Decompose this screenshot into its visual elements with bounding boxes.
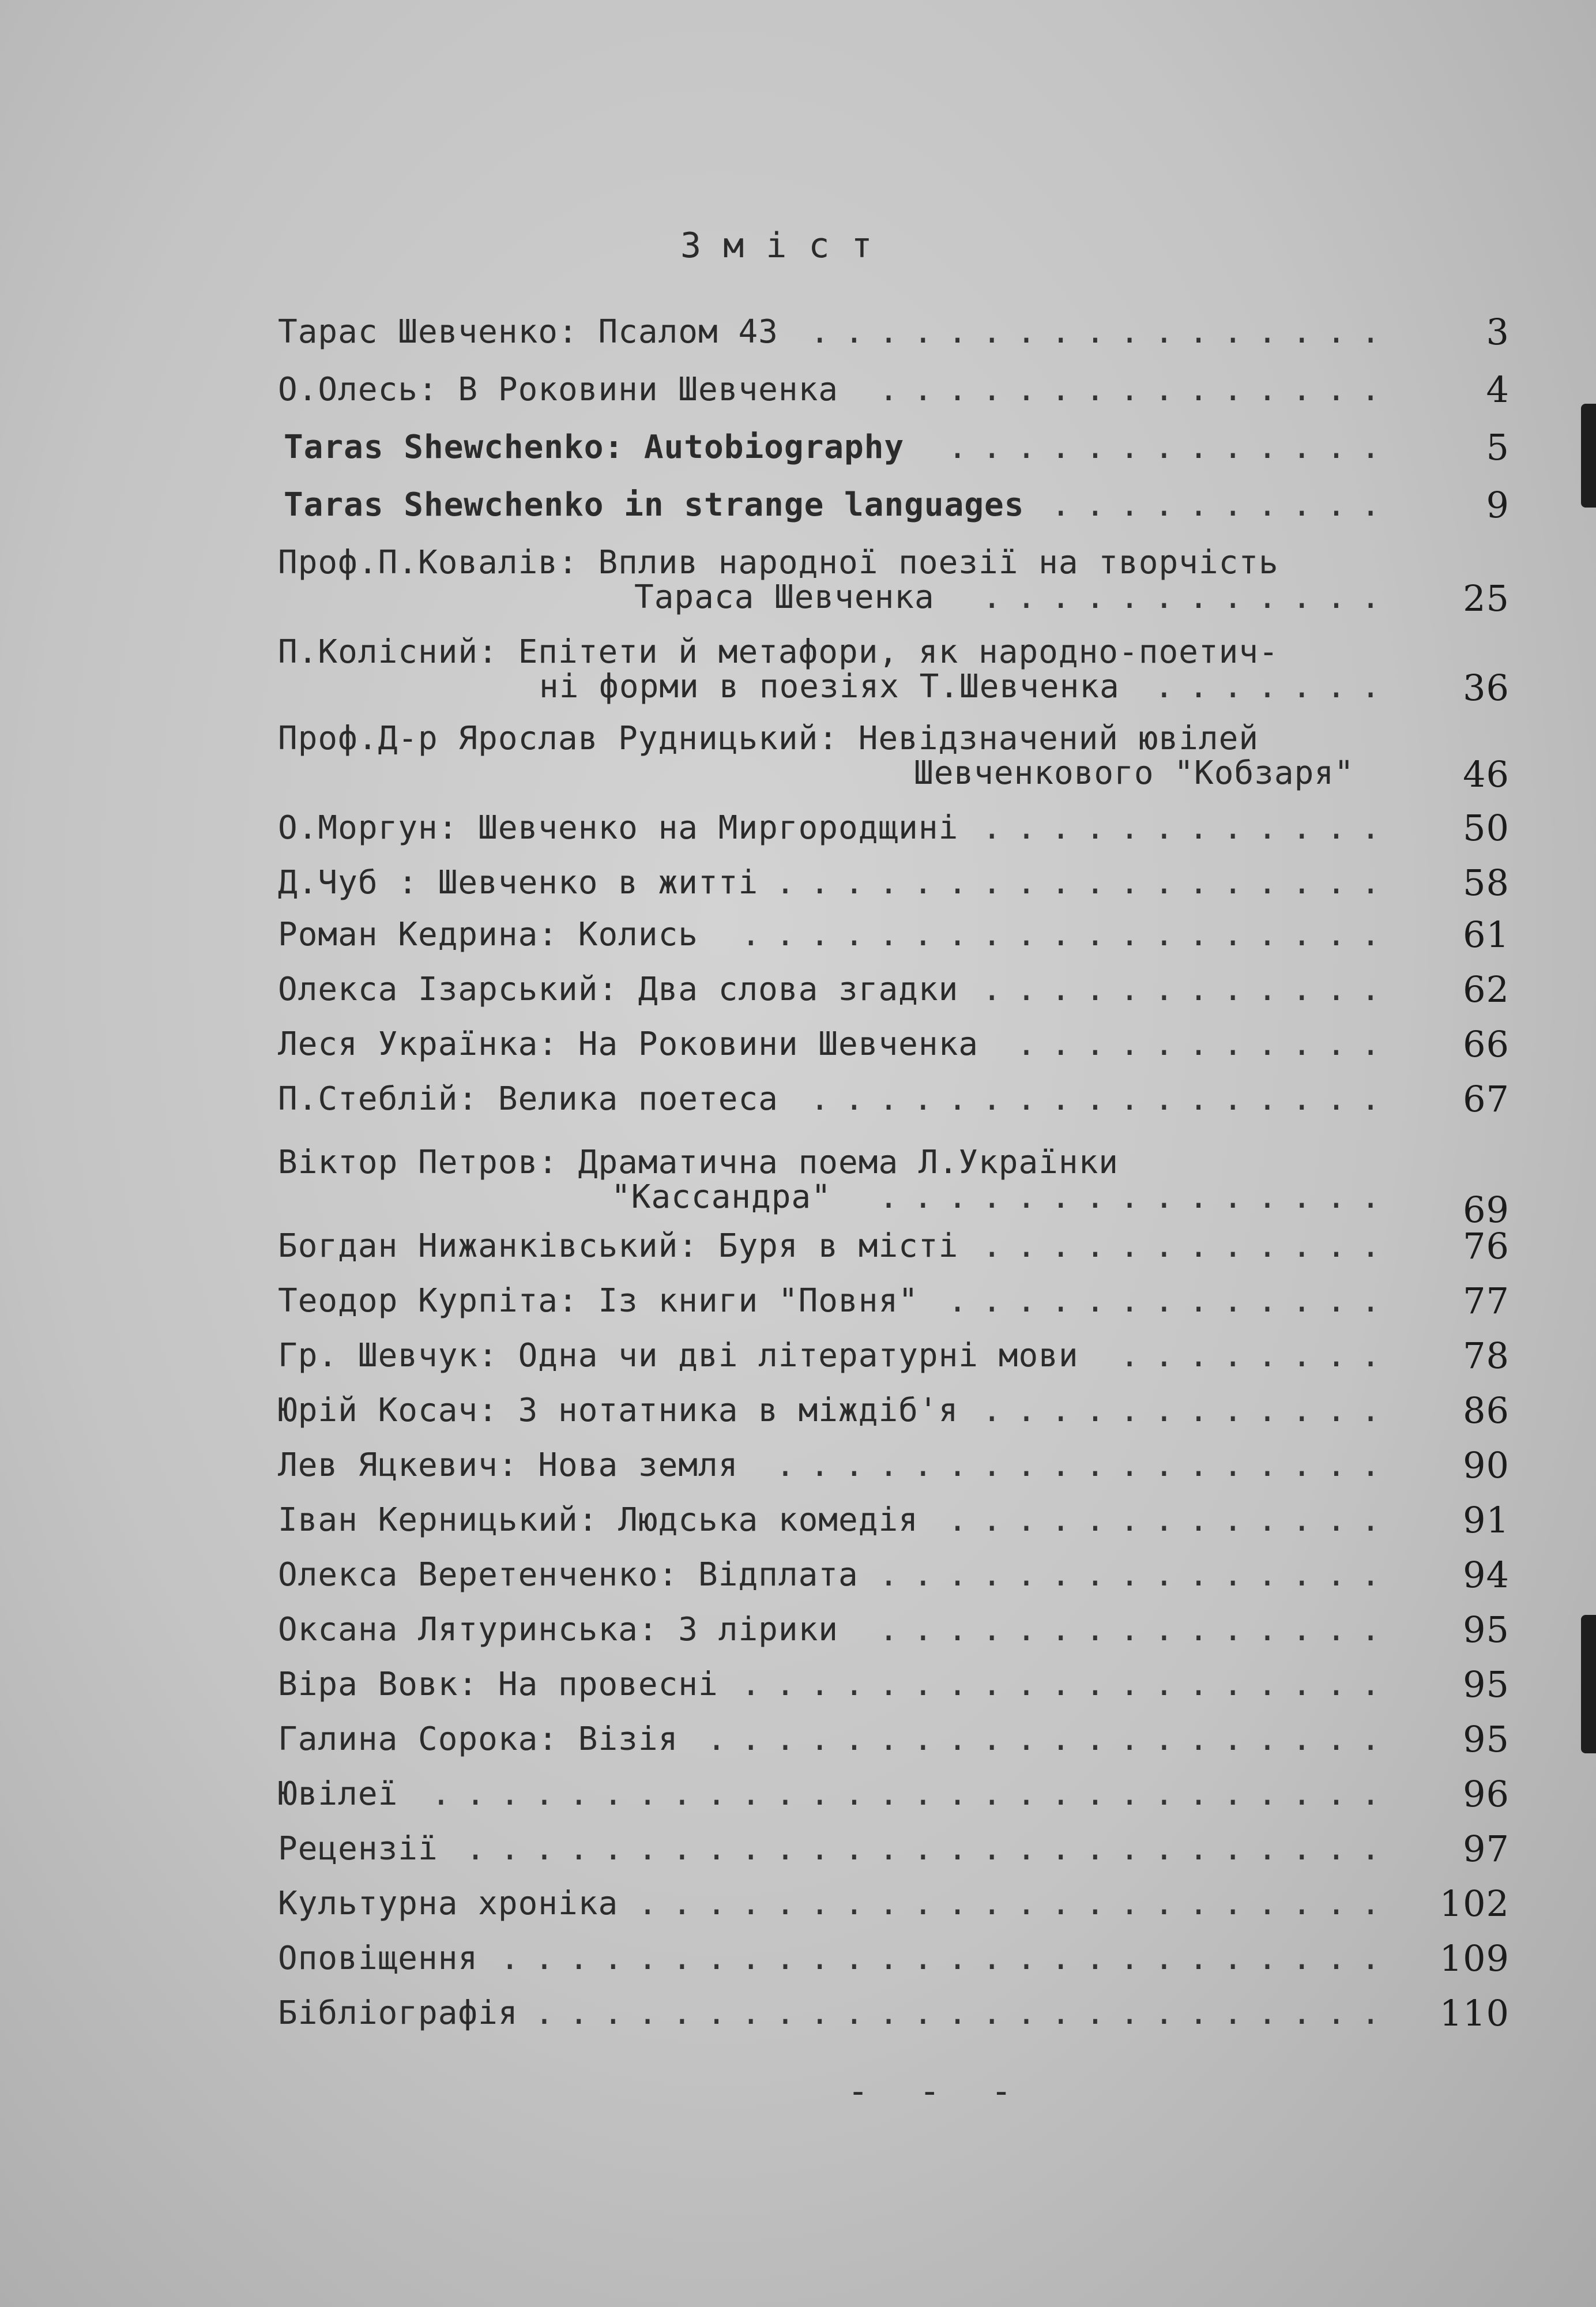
toc-entry-continuation: ні форми в поезіях Т.Шевченка <box>539 668 1120 705</box>
toc-entry <box>0 969 1596 1015</box>
toc-entry <box>0 1938 1596 1984</box>
toc-entry <box>0 311 1596 358</box>
toc-entry <box>0 542 1596 619</box>
dot-leader: ............... <box>879 1611 1395 1648</box>
dot-leader: ............. <box>947 429 1395 466</box>
toc-entry <box>0 427 1596 473</box>
page-number: 95 <box>1463 1718 1510 1760</box>
toc-entry <box>0 1024 1596 1070</box>
toc-entry-title: Олекса Ізарський: Два слова згадки <box>278 971 959 1008</box>
page-number: 91 <box>1463 1499 1510 1541</box>
toc-entry <box>0 1335 1596 1381</box>
toc-entry <box>0 1500 1596 1546</box>
toc-entry <box>0 1828 1596 1874</box>
page-number: 67 <box>1463 1078 1510 1120</box>
toc-entry <box>0 1883 1596 1929</box>
toc-entry-title: Лев Яцкевич: Нова земля <box>278 1446 739 1484</box>
toc-entry <box>0 1079 1596 1125</box>
dot-leader: ............ <box>982 1227 1395 1265</box>
dot-leader: ............. <box>947 1282 1395 1320</box>
toc-entry-title: Оповіщення <box>278 1940 479 1977</box>
dot-leader: ............ <box>982 1392 1395 1429</box>
page-number: 61 <box>1463 914 1510 956</box>
dot-leader: .................... <box>706 1720 1395 1758</box>
toc-entry-title: Іван Керницький: Людська комедія <box>278 1501 919 1539</box>
page-number: 109 <box>1439 1937 1510 1979</box>
toc-entry-title: Taras Shewchenko: Autobiography <box>284 429 905 466</box>
toc-entry <box>0 1390 1596 1436</box>
page-number: 102 <box>1439 1883 1510 1925</box>
dot-leader: ............. <box>947 1501 1395 1539</box>
page-number: 69 <box>1463 1189 1510 1231</box>
toc-entry-title: П.Стеблій: Велика поетеса <box>278 1080 778 1118</box>
page-number: 95 <box>1463 1663 1510 1705</box>
toc-entry-title: П.Колісний: Епітети й метафори, як народно-поетич- <box>278 633 1279 671</box>
toc-entry-title: Олекса Веретенченко: Відплата <box>278 1556 859 1594</box>
page-number: 90 <box>1463 1444 1510 1486</box>
toc-entry-title: Галина Сорока: Візія <box>278 1720 679 1758</box>
toc-entry-title: Юрій Косач: З нотатника в міждіб'я <box>278 1392 959 1429</box>
toc-entry-title: Тарас Шевченко: Псалом 43 <box>278 313 778 351</box>
page-number: 5 <box>1486 426 1510 468</box>
page-number: 95 <box>1463 1609 1510 1651</box>
end-mark: - - - <box>848 2071 1027 2111</box>
dot-leader: .......... <box>1051 486 1395 524</box>
toc-entry <box>0 1719 1596 1765</box>
toc-entry-title: Віра Вовк: На провесні <box>278 1666 718 1703</box>
toc-entry-title: Роман Кедрина: Колись <box>278 916 699 953</box>
page-number: 62 <box>1463 968 1510 1010</box>
page-number: 96 <box>1463 1773 1510 1815</box>
toc-entry-title: Д.Чуб : Шевченко в житті <box>278 864 759 901</box>
toc-entry-title: Гр. Шевчук: Одна чи дві літературні мови <box>278 1337 1079 1374</box>
page-title: Зміст <box>680 226 894 266</box>
dot-leader: ....... <box>1154 668 1395 705</box>
dot-leader: ................... <box>741 1666 1395 1703</box>
dot-leader: .................. <box>776 864 1395 901</box>
toc-entry-title: Теодор Курпіта: Із книги "Повня" <box>278 1282 919 1320</box>
page-number: 77 <box>1463 1280 1510 1322</box>
page-number: 66 <box>1463 1023 1510 1065</box>
toc-entry <box>0 1609 1596 1655</box>
page-number: 94 <box>1463 1554 1510 1596</box>
toc-entry <box>0 484 1596 531</box>
toc-entry-title: Культурна хроніка <box>278 1885 619 1922</box>
page-number: 58 <box>1463 862 1510 904</box>
page-number: 76 <box>1463 1225 1510 1267</box>
dot-leader: ........ <box>1120 1337 1395 1374</box>
page-number: 4 <box>1486 369 1510 411</box>
dot-leader: ............... <box>879 1556 1395 1594</box>
toc-entry-title: Проф.Д-р Ярослав Рудницький: Невідзначений ювілей <box>278 720 1259 757</box>
toc-entry-title: Бібліографія <box>278 1994 518 2032</box>
toc-entry-title: Віктор Петров: Драматична поема Л.Українки <box>278 1144 1119 1181</box>
toc-entry-continuation: Шевченкового "Кобзаря" <box>914 754 1354 792</box>
toc-entry <box>0 1142 1596 1231</box>
page-number: 46 <box>1463 753 1510 795</box>
toc-entry-title: О.Олесь: В Роковини Шевченка <box>278 371 839 408</box>
dot-leader: ............ <box>982 809 1395 847</box>
dot-leader: .................. <box>776 1446 1395 1484</box>
toc-entry <box>0 914 1596 960</box>
dot-leader: ............ <box>982 971 1395 1008</box>
page-number: 110 <box>1439 1992 1510 2034</box>
dot-leader: ............ <box>982 578 1395 616</box>
page-number: 9 <box>1486 484 1510 526</box>
page-number: 36 <box>1463 667 1510 709</box>
toc-entry-continuation: "Кассандра" <box>611 1178 831 1216</box>
toc-entry <box>0 1664 1596 1710</box>
toc-entry <box>0 1554 1596 1600</box>
page-number: 86 <box>1463 1389 1510 1431</box>
dot-leader: .......................... <box>500 1940 1395 1977</box>
toc-entry <box>0 1280 1596 1327</box>
dot-leader: ................. <box>810 313 1395 351</box>
page-number: 97 <box>1463 1828 1510 1870</box>
page-number: 25 <box>1463 577 1510 619</box>
dot-leader: ................. <box>810 1080 1395 1118</box>
toc-entry-title: Taras Shewchenko in strange languages <box>284 486 1025 524</box>
toc-entry <box>0 1445 1596 1491</box>
dot-leader: ........................... <box>465 1830 1395 1868</box>
toc-entry-title: Проф.П.Ковалів: Вплив народної поезії на творчість <box>278 544 1279 581</box>
dot-leader: ......................... <box>534 1994 1395 2032</box>
page-number: 3 <box>1486 311 1510 353</box>
toc-entry-title: Рецензії <box>278 1830 438 1868</box>
toc-entry-title: Оксана Лятуринська: З лірики <box>278 1611 839 1648</box>
toc-entry <box>0 1226 1596 1272</box>
toc-entry <box>0 718 1596 795</box>
dot-leader: ................... <box>741 916 1395 953</box>
toc-entry <box>0 632 1596 709</box>
toc-entry-title: Богдан Нижанківський: Буря в місті <box>278 1227 959 1265</box>
page-number: 50 <box>1463 807 1510 849</box>
dot-leader: ...................... <box>638 1885 1395 1922</box>
toc-entry-title: Леся Українка: На Роковини Шевченка <box>278 1025 979 1063</box>
toc-entry-title: Ювілеї <box>278 1775 398 1813</box>
page-number: 78 <box>1463 1335 1510 1377</box>
toc-entry <box>0 1774 1596 1820</box>
toc-entry <box>0 1993 1596 2039</box>
toc-entry <box>0 807 1596 854</box>
toc-entry <box>0 862 1596 908</box>
dot-leader: ........... <box>1017 1025 1395 1063</box>
toc-entry-title: О.Моргун: Шевченко на Миргородщині <box>278 809 959 847</box>
toc-entry <box>0 369 1596 415</box>
toc-entry-continuation: Тараса Шевченка <box>634 578 935 616</box>
dot-leader: ............... <box>879 1178 1395 1216</box>
dot-leader: ............................ <box>431 1775 1395 1813</box>
dot-leader: ............... <box>879 371 1395 408</box>
